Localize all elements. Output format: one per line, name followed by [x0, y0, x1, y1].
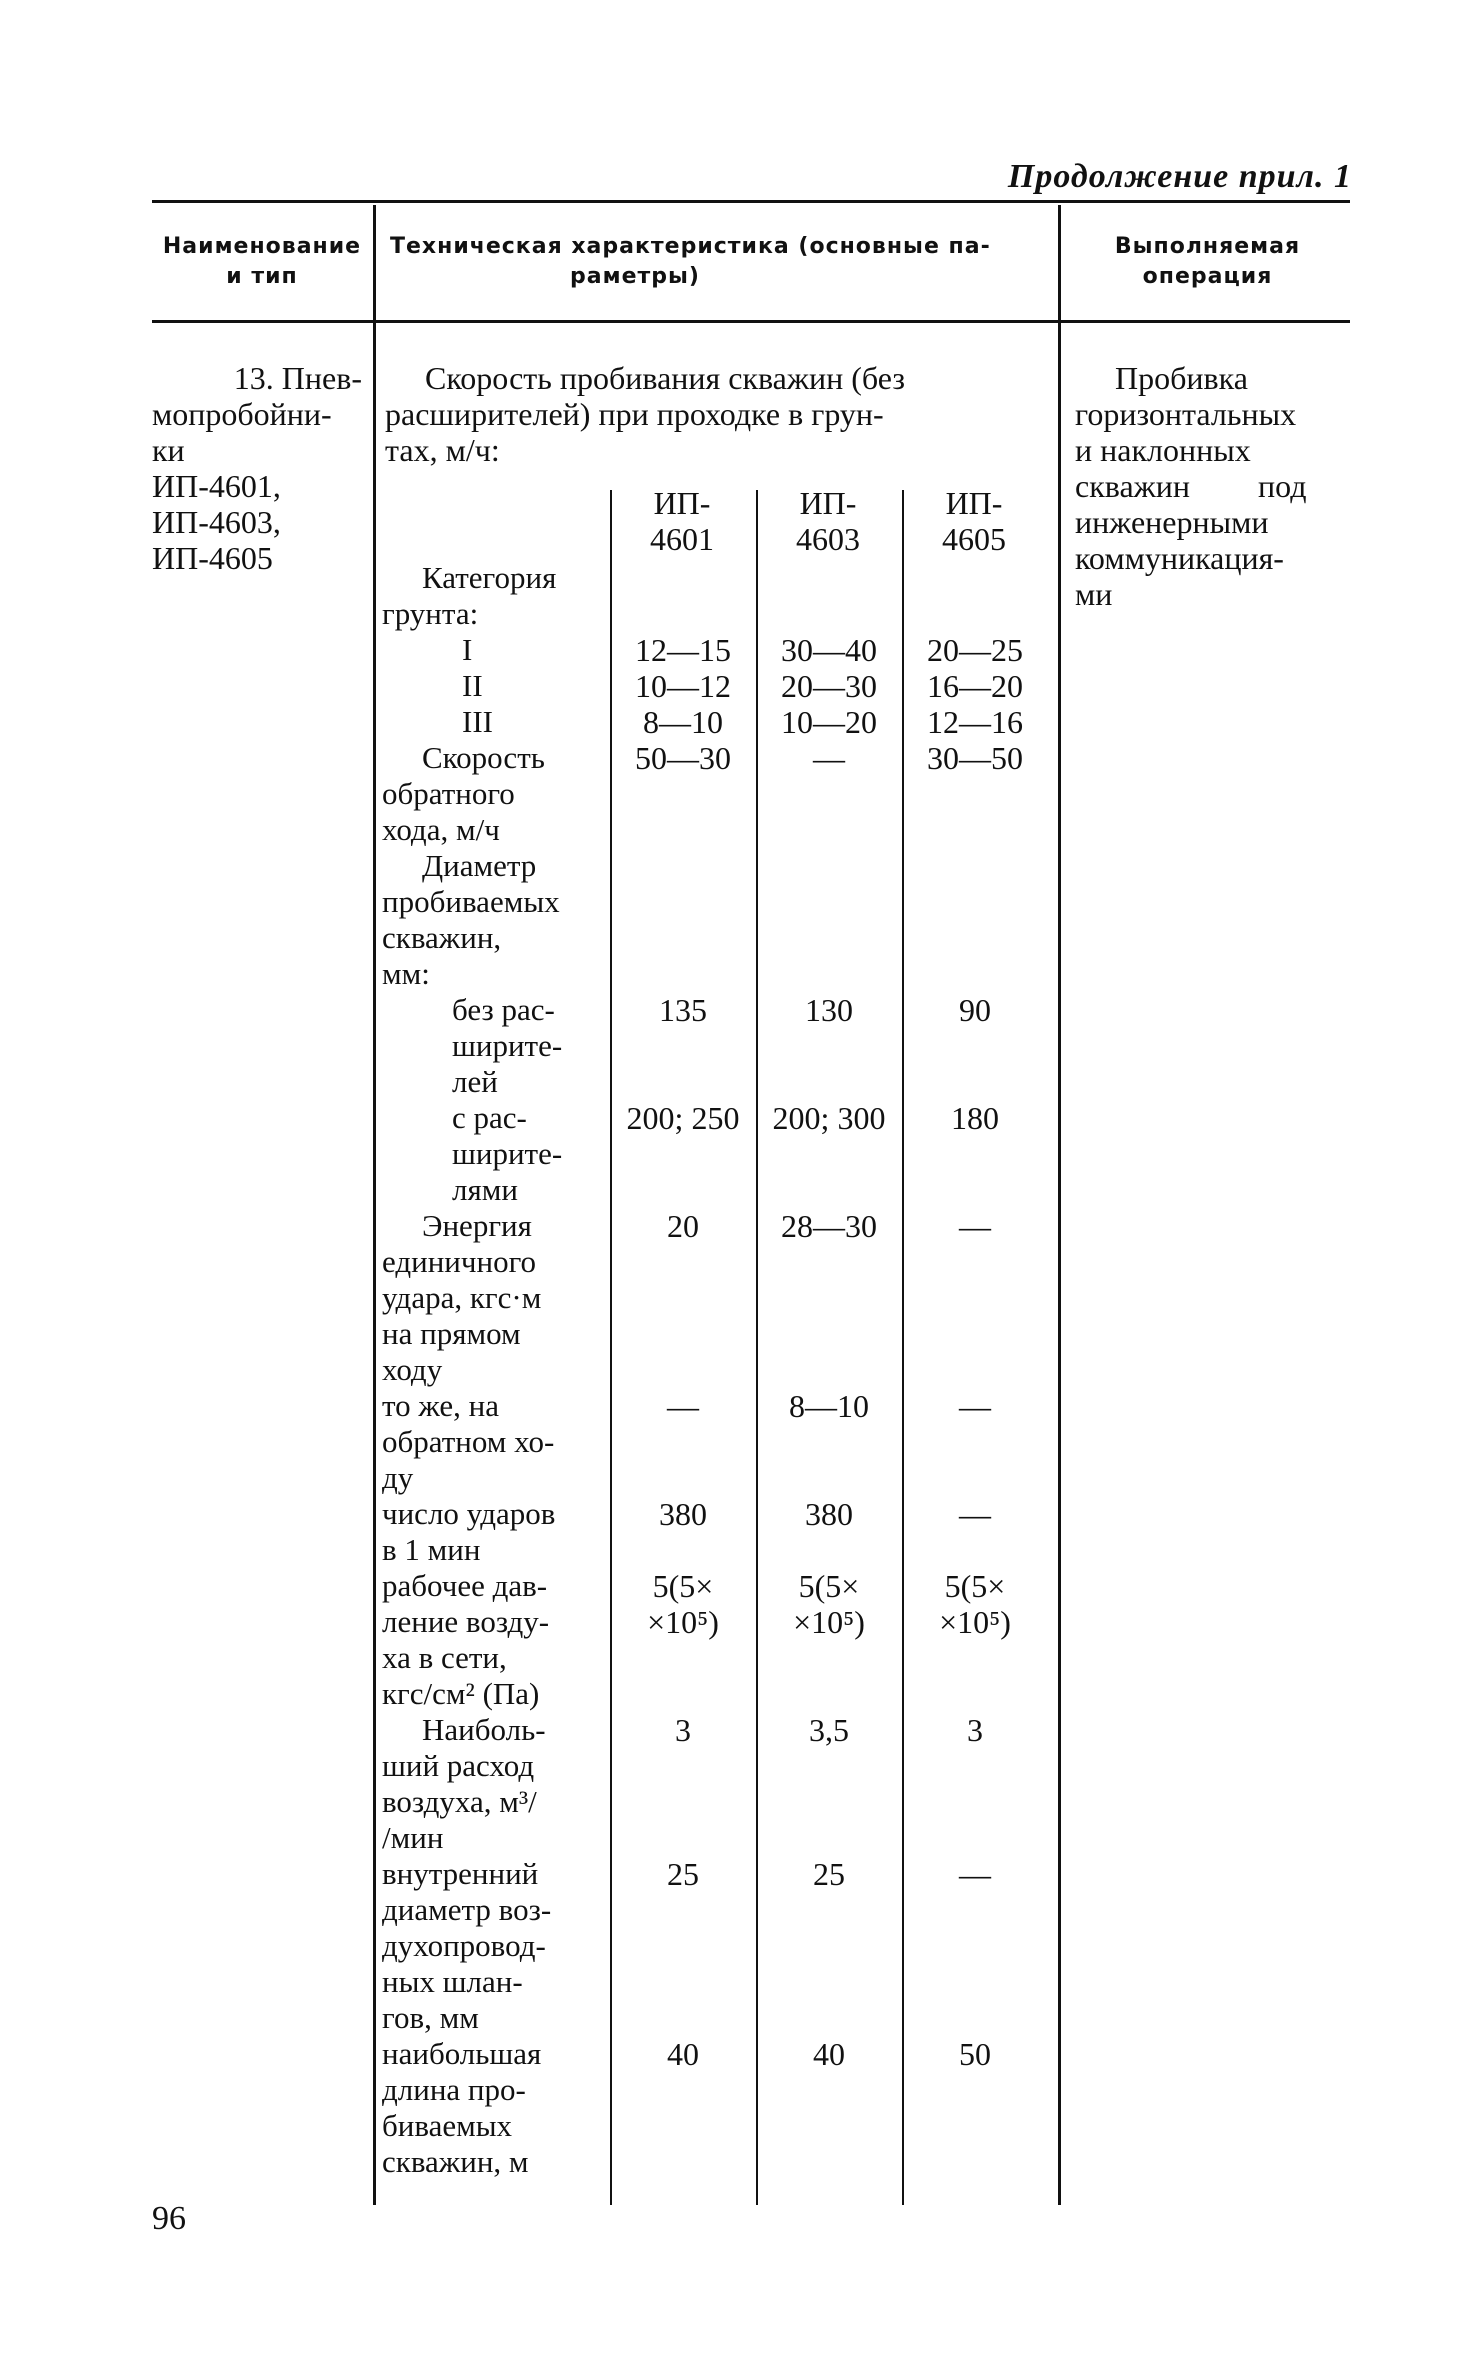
row-label-line: диаметр воз-	[382, 1892, 552, 1927]
row-label-line: воздуха, м³/	[382, 1784, 537, 1819]
row-label	[382, 1208, 604, 1388]
row-label-line: удара, кгс·м	[382, 1280, 542, 1315]
row-label-line: лей	[452, 1064, 498, 1099]
table-cell: 40	[813, 2036, 845, 2072]
row-label	[382, 704, 604, 740]
model-header-4605: ИП- 4605	[942, 485, 1006, 557]
row-label-line: на прямом	[382, 1316, 521, 1351]
row-label-line: гов, мм	[382, 2000, 479, 2035]
row-label	[382, 1100, 604, 1208]
table-cell: —	[667, 1388, 699, 1424]
row-label	[382, 632, 604, 668]
row-label-line: скважин, м	[382, 2144, 529, 2179]
header-bottom-rule	[152, 320, 1350, 323]
table-cell: 16—20	[927, 668, 1023, 704]
table-cell: 135	[659, 992, 707, 1028]
table-cell: 8—10	[643, 704, 723, 740]
table-cell: —	[813, 740, 845, 776]
row-label	[382, 992, 604, 1100]
table-cell: 50—30	[635, 740, 731, 776]
table-cell: 28—30	[781, 1208, 877, 1244]
table-cell: —	[959, 1856, 991, 1892]
row-label	[382, 740, 604, 848]
row-label	[382, 848, 604, 992]
table-cell: 5(5× ×10⁵)	[939, 1568, 1011, 1640]
row-label-line: Диаметр	[422, 848, 537, 883]
row-label-line: грунта:	[382, 596, 479, 631]
row-label-line: наибольшая	[382, 2036, 542, 2071]
table-cell: 20—30	[781, 668, 877, 704]
table-cell: 3	[675, 1712, 691, 1748]
row-label-line: обратном хо-	[382, 1424, 555, 1459]
row-label-line: единичного	[382, 1244, 537, 1279]
row-label-line: в 1 мин	[382, 1532, 481, 1567]
row-label-line: Энергия	[422, 1208, 532, 1243]
table-cell: 200; 300	[772, 1100, 886, 1136]
table-cell: 5(5× ×10⁵)	[793, 1568, 865, 1640]
table-cell: —	[959, 1496, 991, 1532]
table-cell: 3	[967, 1712, 983, 1748]
table-cell: 10—12	[635, 668, 731, 704]
row-label-line: ление возду-	[382, 1604, 550, 1639]
table-cell: 12—16	[927, 704, 1023, 740]
row-label-line: то же, на	[382, 1388, 500, 1423]
row-label-line: Наиболь-	[422, 1712, 546, 1747]
row-label-line: с рас-	[452, 1100, 527, 1135]
row-label	[382, 1388, 604, 1496]
table-cell: 30—40	[781, 632, 877, 668]
row-label-line: внутренний	[382, 1856, 539, 1891]
row-label-line: ширите-	[452, 1028, 563, 1063]
row-label-line: ных шлан-	[382, 1964, 523, 1999]
row-label-line: кгс/см² (Па)	[382, 1676, 540, 1711]
column-divider-2	[1058, 205, 1061, 2205]
row-label-line: ший расход	[382, 1748, 535, 1783]
header-characteristic: Техническая характеристика (основные па- раметры)	[390, 234, 991, 289]
row-label-line: без рас-	[452, 992, 555, 1027]
row-label	[382, 1568, 604, 1712]
row-label	[382, 1712, 604, 1856]
table-cell: 380	[805, 1496, 853, 1532]
row-label-line: II	[462, 668, 483, 703]
table-top-rule	[152, 200, 1350, 203]
row-label-line: ширите-	[452, 1136, 563, 1171]
row-label-line: духопровод-	[382, 1928, 546, 1963]
row-label	[382, 2036, 604, 2180]
row-label-line: длина про-	[382, 2072, 526, 2107]
row-label-line: скважин,	[382, 920, 502, 955]
table-cell: 3,5	[809, 1712, 849, 1748]
row-label	[382, 560, 604, 632]
row-label-line: Скорость	[422, 740, 545, 775]
page-number: 96	[152, 2200, 186, 2237]
row-label-line: Категория	[422, 560, 557, 595]
row-label-line: обратного	[382, 776, 515, 811]
row-label	[382, 1856, 604, 2036]
table-cell: 380	[659, 1496, 707, 1532]
row-label-line: лями	[452, 1172, 518, 1207]
row-label	[382, 1496, 604, 1568]
row-label-line: ходу	[382, 1352, 443, 1387]
header-name: Наименование и тип	[162, 234, 362, 289]
row-label-line: /мин	[382, 1820, 444, 1855]
equipment-name-cell: 13. Пнев- мопробойни- ки ИП-4601, ИП-4603, ИП-4605	[152, 360, 362, 576]
column-divider-1	[373, 205, 376, 2205]
table-cell: 8—10	[789, 1388, 869, 1424]
table-cell: 10—20	[781, 704, 877, 740]
table-cell: 20—25	[927, 632, 1023, 668]
table-cell: 90	[959, 992, 991, 1028]
characteristic-intro: Скорость пробивания скважин (без расширителей) при проходке в грун- тах, м/ч:	[385, 360, 905, 468]
row-label	[382, 668, 604, 704]
model-header-4603: ИП- 4603	[796, 485, 860, 557]
table-cell: 5(5× ×10⁵)	[647, 1568, 719, 1640]
row-label-line: хода, м/ч	[382, 812, 500, 847]
row-label-line: мм:	[382, 956, 430, 991]
row-label-line: число ударов	[382, 1496, 556, 1531]
table-cell: 25	[667, 1856, 699, 1892]
row-label-line: рабочее дав-	[382, 1568, 548, 1603]
table-cell: 20	[667, 1208, 699, 1244]
row-label-line: ду	[382, 1460, 414, 1495]
table-cell: —	[959, 1208, 991, 1244]
table-cell: 200; 250	[626, 1100, 740, 1136]
row-label-line: пробиваемых	[382, 884, 560, 919]
table-cell: 25	[813, 1856, 845, 1892]
table-cell: 30—50	[927, 740, 1023, 776]
table-cell: 50	[959, 2036, 991, 2072]
table-cell: 180	[951, 1100, 999, 1136]
continuation-label: Продолжение прил. 1	[1007, 158, 1352, 195]
table-cell: —	[959, 1388, 991, 1424]
table-cell: 40	[667, 2036, 699, 2072]
operation-cell: Пробивка горизонтальных и наклонных скважин под инженерными коммуникация- ми	[1075, 360, 1307, 612]
table-cell: 130	[805, 992, 853, 1028]
header-operation: Выполняемая операция	[1114, 234, 1301, 289]
row-label-line: биваемых	[382, 2108, 513, 2143]
model-header-4601: ИП- 4601	[650, 485, 714, 557]
row-label-line: III	[462, 704, 493, 739]
row-label-line: I	[462, 632, 473, 667]
row-label-line: ха в сети,	[382, 1640, 507, 1675]
table-cell: 12—15	[635, 632, 731, 668]
